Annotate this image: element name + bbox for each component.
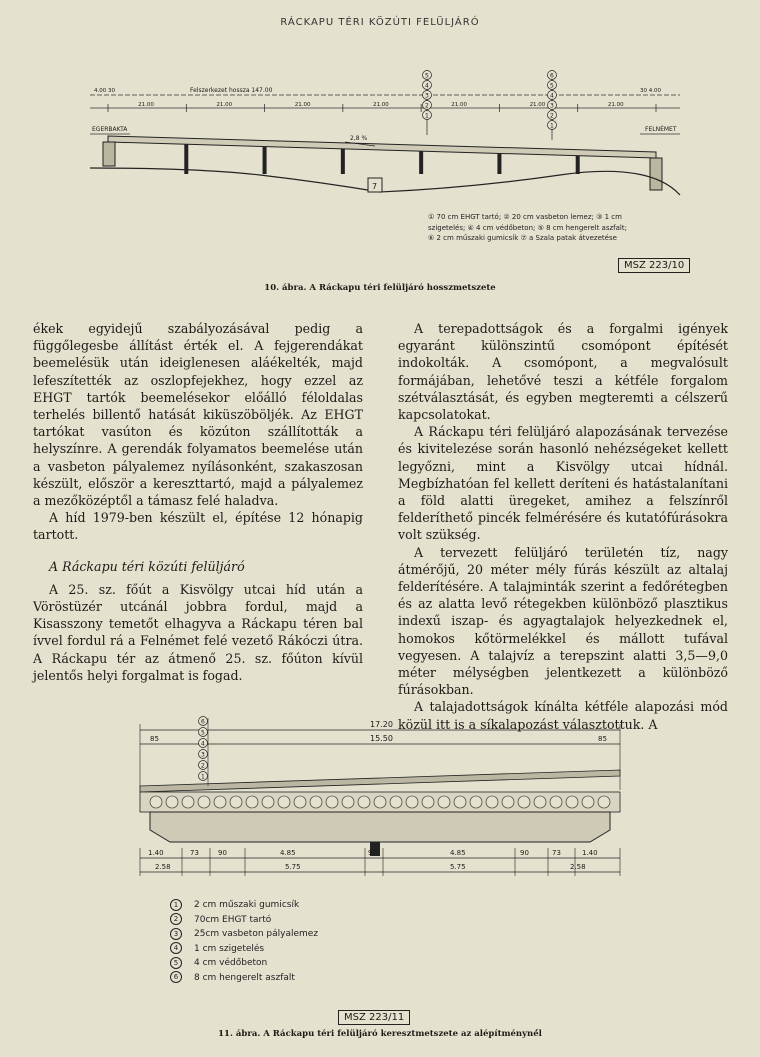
beam-hole: [422, 796, 434, 808]
figure-10-longitudinal-section: [0, 0, 760, 300]
legend-item-5: 5 4 cm védőbeton: [170, 956, 318, 971]
beam-hole: [230, 796, 242, 808]
figure-10-caption: 10. ábra. A Ráckapu téri felüljáró hosszmetszete: [264, 283, 496, 293]
layer-number: 6: [550, 72, 554, 80]
right-paragraph-4: A talajadottságok kínálta kétféle alapozási mód közül itt is a síkalapozást választottuk. A: [398, 699, 728, 732]
beam-hole: [326, 796, 338, 808]
beam-hole: [214, 796, 226, 808]
bottom-dim: 73: [552, 849, 561, 857]
layer-number: 3: [550, 102, 554, 110]
left-abutment: [103, 142, 115, 166]
layer-numbers-center: [423, 71, 432, 120]
layer-number: 1: [425, 112, 429, 120]
figure-10-title: RÁCKAPU TÉRI KÖZÚTI FELÜLJÁRÓ: [280, 17, 480, 28]
key-line-1: ① 70 cm EHGT tartó; ② 20 cm vasbeton lemez; ③ 1 cm: [428, 213, 622, 221]
key-line-3: ⑥ 2 cm műszaki gumicsík ⑦ a Szala patak átvezetése: [428, 234, 617, 242]
beam-hole: [406, 796, 418, 808]
pier: [263, 147, 267, 174]
figure-11-cross-section: [0, 700, 760, 900]
beam-hole: [566, 796, 578, 808]
beam-hole: [550, 796, 562, 808]
span-label: 21.00: [216, 102, 233, 108]
beam-hole: [246, 796, 258, 808]
layer-number: 3: [425, 92, 429, 100]
layer-number: 4: [201, 740, 205, 748]
right-paragraph-1: A terepadottságok és a forgalmi igények egyaránt különszintű csomópont építését indokolták. A csomópont, a megvalósult formájában, lehetővé teszi a kétféle forgalom szétválasztását, és egyben megteremti a célszerű kapcsolatokat.: [398, 321, 728, 423]
layer-numbers: [199, 717, 208, 781]
beam-hole: [342, 796, 354, 808]
dim-total: 17.20: [370, 720, 393, 729]
span-label: 21.00: [138, 102, 154, 108]
bottom-dim: 90: [218, 849, 227, 857]
beam-hole: [454, 796, 466, 808]
left-paragraph-3: A 25. sz. főút a Kisvölgy utcai híd után a Vöröstüzér utcánál jobbra fordul, majd a Kisasszony temetőt elhagyva a Ráckapu téren bal ívvel fordul rá a Felnémet felé vezető Rákóczi útra. A Ráckapu tér az átmenő 25. sz. főúton kívül jelentős helyi forgalmat is fogad.: [33, 581, 363, 683]
pier: [576, 156, 580, 174]
legend-item-3: 3 25cm vasbeton pályalemez: [170, 927, 318, 942]
dim-1550: 15.50: [370, 734, 393, 743]
layer-number: 2: [425, 102, 429, 110]
pier: [497, 153, 501, 174]
bottom-dim-2: 2.58: [155, 863, 171, 871]
layer-number: 1: [550, 122, 554, 130]
stream-number: 7: [372, 182, 378, 191]
beam-hole: [198, 796, 210, 808]
span-dimensions: [108, 102, 656, 112]
layer-number: 5: [550, 82, 554, 90]
deck-layers: [140, 770, 620, 792]
figure-10-key: [428, 212, 698, 244]
beam-holes: [150, 796, 610, 808]
beam-hole: [598, 796, 610, 808]
layer-number: 1: [201, 773, 205, 781]
layer-number: 2: [201, 762, 205, 770]
layer-number: 4: [550, 92, 554, 100]
dim-right: 30 4.00: [640, 88, 661, 94]
beam-hole: [262, 796, 274, 808]
right-paragraph-3: A tervezett felüljáró területén tíz, nagy átmérőjű, 20 méter mély fúrás készült az altalaj felderítésére. A talajminták szerint a fedőrétegben és az alatta levő rétegekben különböző plasztikus indexű iszap- és agyagtalajok helyezkednek el, homokos kőtörmelékkel és mállott tufával vegyesen. A talajvíz a terepszint alatti 3,5—9,0 méter mélységben jelentkezett a különböző fúrásokban.: [398, 544, 728, 698]
figure-10-stamp: MSZ 223/10: [618, 258, 690, 273]
bottom-dim-2: 5.75: [285, 863, 301, 871]
span-label: 21.00: [373, 102, 389, 108]
layer-number: 3: [201, 751, 205, 759]
beam-hole: [358, 796, 370, 808]
layer-number: 2: [550, 112, 554, 120]
beam-hole: [166, 796, 178, 808]
bottom-dim: 90: [520, 849, 529, 857]
span-label: 21.00: [607, 102, 624, 108]
beam-hole: [294, 796, 306, 808]
beam-hole: [438, 796, 450, 808]
beam-hole: [150, 796, 162, 808]
beam-hole: [310, 796, 322, 808]
dim-left: 4.00 30: [94, 88, 115, 94]
beam-hole: [518, 796, 530, 808]
beam-hole: [582, 796, 594, 808]
bottom-dim: 4.85: [450, 849, 466, 857]
bottom-dim-2: 2.58: [570, 863, 586, 871]
right-abutment: [650, 158, 662, 190]
legend-item-4: 4 1 cm szigetelés: [170, 942, 318, 957]
bottom-dim-2: 5.75: [450, 863, 466, 871]
left-column: [33, 320, 363, 684]
slope-label: 2,8 %: [350, 135, 368, 142]
left-paragraph-1: ékek egyidejű szabályozásával pedig a függőlegesbe állítást érték el. A fejgerendákat beemelésük után ideiglenesen aláékelték, majd lefeszítették az oszlopfejekhez, hogy ezzel az EHGT tartók beemelésekor előálló féloldalas terhelés billentő hatását kiküszöböljék. Az EHGT tartókat vasúton és közúton szállították a helyszínre. A gerendák folyamatos beemelése után a vasbeton pályalemez nyílásonként, szakaszosan készült, először a kereszttartó, majd a pályalemez a mezőközéptől a támasz felé haladva.: [33, 321, 363, 509]
layer-number: 5: [201, 729, 205, 737]
beam-hole: [278, 796, 290, 808]
ground-line: [90, 168, 680, 195]
right-column: [398, 320, 728, 733]
beam-hole: [470, 796, 482, 808]
dim-85-left: 85: [150, 735, 159, 743]
pier: [419, 151, 423, 174]
bottom-dim: 90: [368, 849, 377, 857]
right-end-label: FELNÉMET: [645, 126, 677, 133]
beam-hole: [534, 796, 546, 808]
right-paragraph-2: A Ráckapu téri felüljáró alapozásának tervezése és kivitelezése során hasonló nehézségeket kellett legyőzni, mint a Kisvölgy utcai hídnál. Megbízhatóan fel kellett deríteni és hatástalanítani a föld alatti üregeket, amihez a felszínről felderíthető pincék felmérésére és kutatófúrásokra volt szükség.: [398, 424, 728, 543]
bottom-dim: 1.40: [148, 849, 164, 857]
key-line-2: szigetelés; ④ 4 cm védőbeton; ⑤ 8 cm hengerelt aszfalt;: [428, 223, 627, 232]
pier: [341, 149, 345, 174]
bottom-dim: 73: [190, 849, 199, 857]
left-paragraph-2: A híd 1979-ben készült el, építése 12 hónapig tartott.: [33, 510, 363, 543]
cap-beam: [150, 812, 610, 842]
span-label: 21.00: [529, 102, 546, 108]
bridge-deck: [108, 136, 656, 158]
beam-hole: [374, 796, 386, 808]
figure-11-caption: 11. ábra. A Ráckapu téri felüljáró keresztmetszete az alépítményné́l: [218, 1029, 542, 1039]
beam-hole: [182, 796, 194, 808]
left-end-label: EGERBAKTA: [92, 126, 128, 133]
legend-item-2: 2 70cm EHGT tartó: [170, 913, 318, 928]
layer-number: 4: [425, 82, 429, 90]
figure-11-legend: [170, 898, 318, 985]
layer-number: 6: [201, 718, 205, 726]
beam-hole: [390, 796, 402, 808]
figure-11-stamp: MSZ 223/11: [338, 1010, 410, 1025]
span-label: 21.00: [451, 102, 468, 108]
length-label: Felszerkezet hossza 147.00: [190, 87, 273, 94]
section-subheading: A Ráckapu téri közúti felüljáró: [49, 558, 245, 574]
dim-85-right: 85: [598, 735, 607, 743]
beam-hole: [502, 796, 514, 808]
bottom-dim: 4.85: [280, 849, 296, 857]
layer-number: 5: [425, 72, 429, 80]
legend-item-1: 1 2 cm műszaki gumicsík: [170, 898, 318, 913]
legend-item-6: 6 8 cm hengerelt aszfalt: [170, 971, 318, 986]
beam-hole: [486, 796, 498, 808]
span-label: 21.00: [294, 102, 311, 108]
bottom-dim: 1.40: [582, 849, 598, 857]
